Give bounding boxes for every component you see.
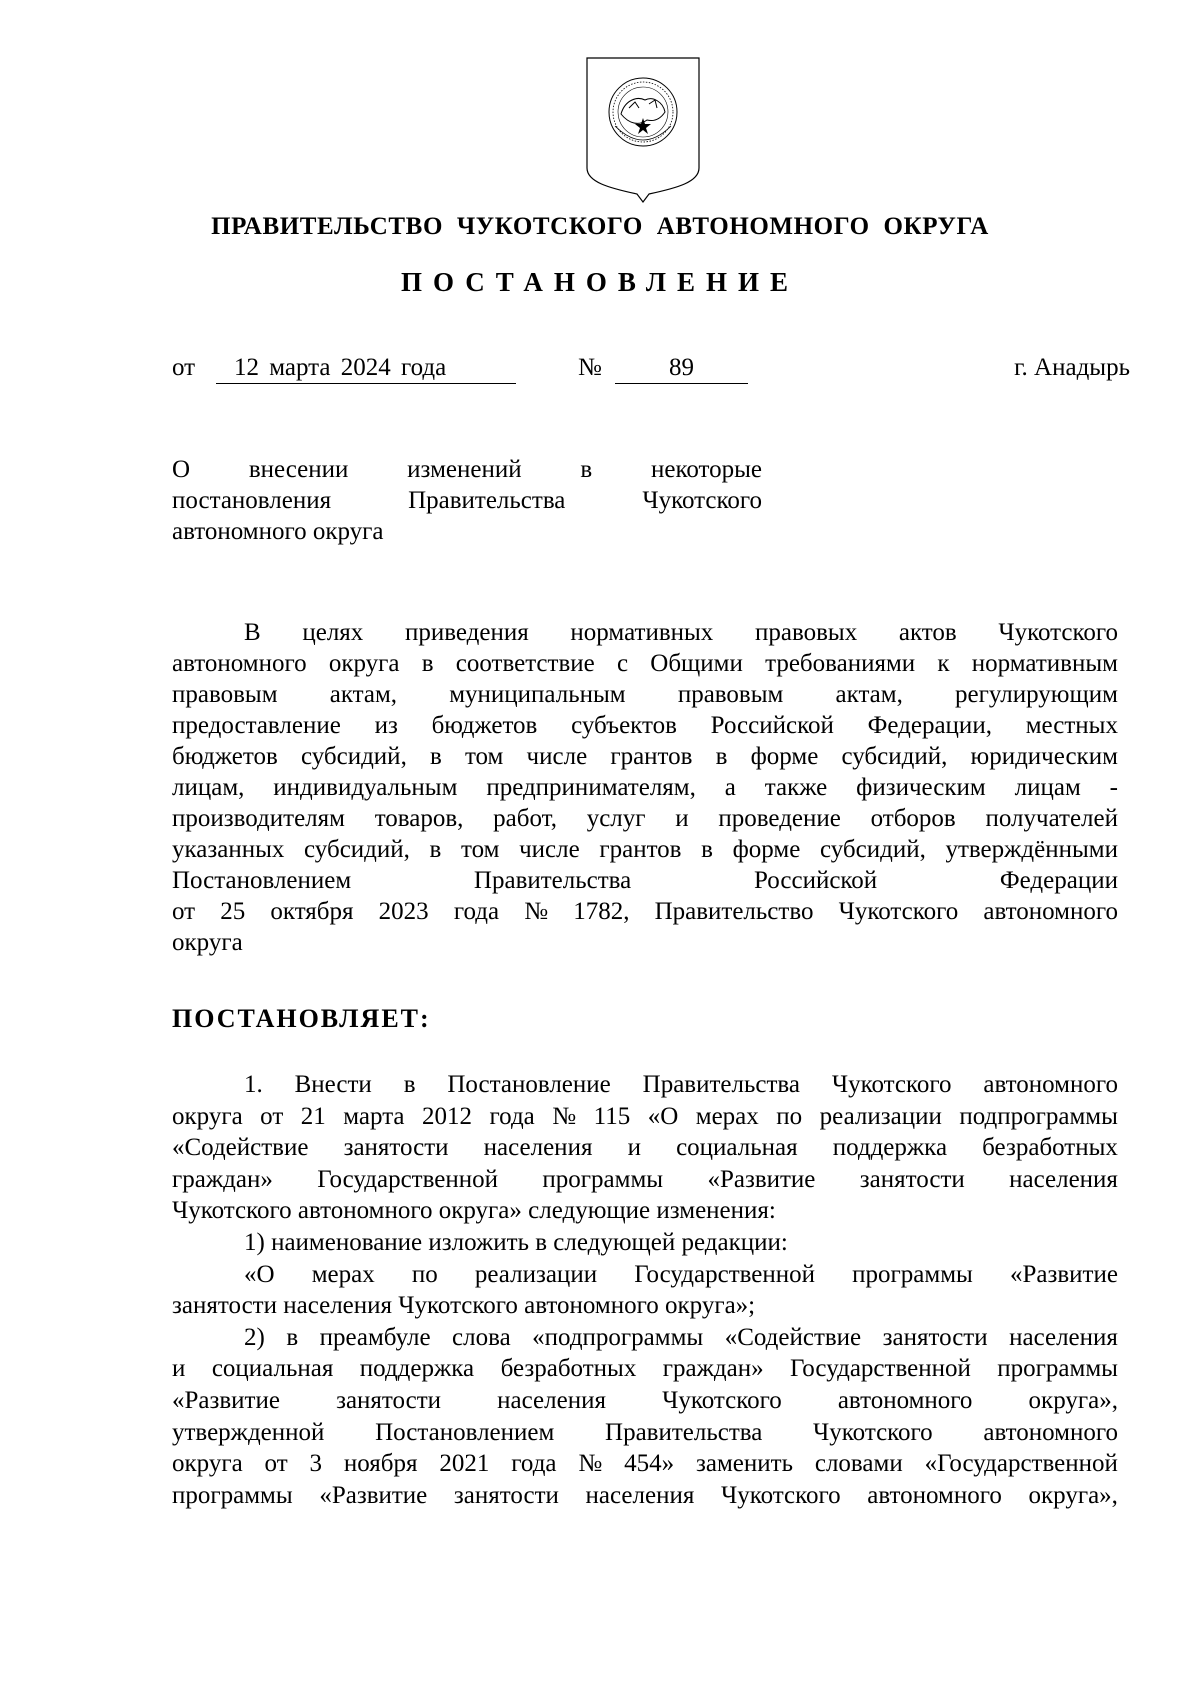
- text-word: «Развитие: [707, 1165, 816, 1193]
- text-word: реализации: [474, 1260, 598, 1288]
- subject-line: автономного округа: [172, 518, 384, 545]
- text-word: преамбуле: [319, 1323, 431, 1351]
- text-word: округа: [328, 650, 400, 677]
- text-line: [172, 1132, 1118, 1164]
- text-line: [172, 617, 1118, 648]
- text-line: [172, 741, 1118, 772]
- text-word: программы: [997, 1355, 1118, 1383]
- text-word: 2021: [439, 1450, 490, 1478]
- text-word: требованиями: [765, 650, 916, 677]
- document-city: г. Анадырь: [1014, 354, 1130, 381]
- text-word: в: [403, 1071, 416, 1098]
- text-word: №: [578, 1450, 603, 1478]
- text-word: том: [464, 743, 504, 770]
- text-word: по: [411, 1260, 438, 1288]
- date-number-line: [172, 353, 1130, 389]
- text-word: 454»: [624, 1450, 675, 1478]
- text-word: грантов: [599, 836, 682, 863]
- text-word: «О: [647, 1102, 679, 1130]
- text-word: нормативным: [971, 650, 1118, 677]
- text-word: населения: [483, 1134, 593, 1162]
- text-word: производителям: [172, 805, 345, 832]
- text-word: правовым: [172, 681, 278, 708]
- text-word: субъектов: [571, 712, 677, 739]
- subject-word: некоторые: [650, 456, 762, 483]
- text-word: социальная: [211, 1355, 334, 1383]
- text-word: автономного: [867, 1481, 1002, 1509]
- text-word: в: [286, 1323, 299, 1351]
- text-word: безработных: [500, 1355, 637, 1383]
- text-line: [172, 865, 1118, 896]
- text-word: работ,: [493, 805, 557, 832]
- text-word: безработных: [982, 1134, 1118, 1162]
- text-word: правовым: [677, 681, 784, 708]
- subject-word: изменений: [407, 456, 522, 483]
- text-word: соответствие: [455, 650, 595, 677]
- text-word: с: [616, 650, 629, 677]
- text-word: «О: [244, 1260, 275, 1288]
- text-word: автономного: [983, 898, 1118, 925]
- text-word: поддержка: [832, 1134, 948, 1162]
- text-word: 2): [244, 1323, 265, 1351]
- text-word: «Государственной: [924, 1450, 1118, 1478]
- text-word: заменить: [696, 1450, 793, 1478]
- text-word: нормативных: [570, 619, 714, 646]
- text-line: [172, 1353, 1118, 1385]
- text-word: Государственной: [634, 1260, 816, 1288]
- text-word: марта: [343, 1102, 405, 1130]
- text-word: субсидий,: [841, 743, 948, 770]
- subject-word: внесении: [248, 456, 349, 483]
- text-word: бюджетов: [431, 712, 538, 739]
- text-word: Государственной: [317, 1165, 499, 1193]
- text-word: Чукотского: [720, 1481, 841, 1509]
- text-word: актов: [898, 619, 957, 646]
- text-word: лицам,: [172, 774, 245, 801]
- text-line: [172, 679, 1118, 710]
- text-word: субсидий,: [300, 743, 407, 770]
- text-line: [172, 710, 1118, 741]
- decree-body: [172, 1069, 1118, 1511]
- text-word: и: [627, 1134, 641, 1162]
- text-word: предпринимателям,: [486, 774, 696, 801]
- text-word: занятости: [336, 1386, 442, 1414]
- text-word: Чукотского: [662, 1386, 782, 1414]
- text-word: 21: [300, 1102, 326, 1130]
- text-word: Правительство: [654, 898, 814, 925]
- text-word: года: [453, 898, 500, 925]
- text-word: в: [421, 650, 434, 677]
- text-line: [172, 1385, 1118, 1417]
- text-word: 25: [220, 898, 246, 925]
- text-word: года: [489, 1102, 535, 1130]
- text-word: занятости: [453, 1481, 559, 1509]
- text-word: также: [764, 774, 828, 801]
- text-word: субсидий,: [304, 836, 410, 863]
- text-word: социальная: [676, 1134, 798, 1162]
- text-word: округа»,: [1028, 1481, 1118, 1509]
- text-word: форме: [750, 743, 819, 770]
- text-word: числе: [526, 743, 588, 770]
- document-number: 89: [615, 353, 748, 384]
- text-word: услуг: [586, 805, 646, 832]
- text-word: том: [460, 836, 500, 863]
- text-word: мерах: [695, 1102, 759, 1130]
- text-word: В: [244, 619, 261, 646]
- text-word: округа»,: [1028, 1386, 1118, 1414]
- subject-line: [172, 454, 762, 485]
- text-word: лицам: [1014, 774, 1081, 801]
- text-word: юридическим: [970, 743, 1118, 770]
- text-word: утвержденной: [172, 1418, 325, 1446]
- text-word: физическим: [856, 774, 986, 801]
- text-word: автономного: [172, 650, 307, 677]
- text-word: регулирующим: [955, 681, 1118, 708]
- text-word: муниципальным: [449, 681, 626, 708]
- text-word: «Развитие: [1009, 1260, 1118, 1288]
- subject-word: постановления: [172, 487, 332, 514]
- text-word: местных: [1025, 712, 1118, 739]
- text-word: Постановление: [447, 1071, 611, 1098]
- text-word: ноября: [343, 1450, 418, 1478]
- text-word: Постановлением: [172, 867, 352, 894]
- text-word: актам,: [835, 681, 903, 708]
- text-word: товаров,: [374, 805, 464, 832]
- text-word: населения: [585, 1481, 695, 1509]
- text-word: форме: [732, 836, 801, 863]
- text-word: программы: [852, 1260, 973, 1288]
- text-word: проведение: [718, 805, 841, 832]
- text-word: предоставление: [172, 712, 341, 739]
- text-word: Федерации,: [867, 712, 992, 739]
- text-line: [172, 1417, 1118, 1449]
- text-word: поддержка: [359, 1355, 475, 1383]
- text-word: Государственной: [790, 1355, 971, 1383]
- text-line: [172, 803, 1118, 834]
- text-word: №: [552, 1102, 577, 1130]
- text-word: занятости: [859, 1165, 965, 1193]
- date-from-label: от: [172, 354, 196, 381]
- text-word: Российской: [753, 867, 878, 894]
- text-word: автономного: [983, 1418, 1118, 1446]
- text-word: индивидуальным: [273, 774, 458, 801]
- preamble-paragraph: [172, 617, 1118, 958]
- text-line: [172, 1101, 1118, 1133]
- government-title: ПРАВИТЕЛЬСТВО ЧУКОТСКОГО АВТОНОМНОГО ОКРУГА: [211, 213, 989, 240]
- text-word: 3: [309, 1450, 323, 1478]
- text-word: округа: [172, 1102, 243, 1130]
- text-word: автономного: [983, 1071, 1118, 1098]
- text-word: округа: [172, 1450, 243, 1478]
- text-word: целях: [302, 619, 364, 646]
- text-word: Внести: [294, 1071, 372, 1098]
- text-word: граждан»: [662, 1355, 764, 1383]
- text-word: правовых: [754, 619, 858, 646]
- text-word: Чукотского: [998, 619, 1118, 646]
- subject-word: в: [580, 456, 593, 483]
- text-word: отборов: [870, 805, 956, 832]
- text-word: в: [715, 743, 728, 770]
- text-word: от: [264, 1450, 288, 1478]
- text-line: [172, 1322, 1118, 1354]
- text-word: слова: [452, 1323, 511, 1351]
- text-word: 1782,: [573, 898, 630, 925]
- text-word: Чукотского: [838, 898, 959, 925]
- text-word: и: [172, 1355, 186, 1383]
- text-word: населения: [1009, 1165, 1118, 1193]
- text-line: округа: [172, 929, 243, 956]
- text-word: №: [524, 898, 549, 925]
- text-word: -: [1109, 774, 1118, 801]
- text-word: Чукотского: [831, 1071, 952, 1098]
- text-word: мерах: [311, 1260, 375, 1288]
- text-word: автономного: [837, 1386, 973, 1414]
- text-line: [172, 648, 1118, 679]
- text-word: 2023: [378, 898, 429, 925]
- document-date: 12 марта 2024 года: [216, 353, 516, 384]
- text-word: «Развитие: [319, 1481, 428, 1509]
- text-word: от: [172, 898, 196, 925]
- text-word: получателей: [985, 805, 1118, 832]
- text-word: приведения: [404, 619, 529, 646]
- text-word: 2012: [422, 1102, 473, 1130]
- text-word: грантов: [610, 743, 693, 770]
- subject-word: Правительства: [408, 487, 566, 514]
- text-word: в: [429, 743, 442, 770]
- text-line: 1) наименование изложить в следующей редакции:: [244, 1228, 788, 1256]
- text-word: 1.: [244, 1071, 263, 1098]
- text-word: 115: [593, 1102, 631, 1130]
- text-word: Правительства: [642, 1071, 800, 1098]
- text-word: населения: [1009, 1323, 1118, 1351]
- text-line: [172, 1259, 1118, 1291]
- text-word: словами: [814, 1450, 903, 1478]
- text-word: подпрограммы: [959, 1102, 1118, 1130]
- text-word: и: [675, 805, 689, 832]
- decree-heading: ПОСТАНОВЛЯЕТ:: [172, 1004, 431, 1033]
- coat-of-arms-emblem: [585, 56, 701, 204]
- text-word: субсидий,: [819, 836, 926, 863]
- text-word: в: [429, 836, 442, 863]
- text-word: актам,: [329, 681, 398, 708]
- document-type-title: ПОСТАНОВЛЕНИЕ: [400, 267, 800, 297]
- text-word: «Содействие: [724, 1323, 862, 1351]
- document-subject: [172, 454, 762, 547]
- text-word: октября: [270, 898, 354, 925]
- text-word: Федерации: [999, 867, 1118, 894]
- text-word: Российской: [710, 712, 834, 739]
- text-word: занятости: [343, 1134, 449, 1162]
- text-word: из: [374, 712, 398, 739]
- text-word: граждан»: [172, 1165, 273, 1193]
- text-line: [172, 834, 1118, 865]
- text-line: [172, 1164, 1118, 1196]
- text-word: Правительства: [473, 867, 632, 894]
- text-word: Правительства: [605, 1418, 763, 1446]
- text-word: занятости: [882, 1323, 988, 1351]
- text-line: занятости населения Чукотского автономного округа»;: [172, 1292, 756, 1320]
- text-word: «Содействие: [172, 1134, 309, 1162]
- text-word: программы: [172, 1481, 293, 1509]
- text-word: от: [260, 1102, 284, 1130]
- text-line: Чукотского автономного округа» следующие изменения:: [172, 1197, 776, 1225]
- text-line: [172, 1480, 1118, 1512]
- text-line: [172, 1448, 1118, 1480]
- text-word: к: [937, 650, 950, 677]
- text-word: указанных: [172, 836, 285, 863]
- text-word: Общими: [650, 650, 743, 677]
- subject-line: [172, 485, 762, 516]
- text-word: населения: [497, 1386, 606, 1414]
- text-word: в: [701, 836, 713, 863]
- text-word: года: [511, 1450, 557, 1478]
- text-line: [172, 772, 1118, 803]
- text-word: Постановлением: [375, 1418, 555, 1446]
- text-word: Чукотского: [813, 1418, 933, 1446]
- text-line: [172, 1069, 1118, 1101]
- text-word: утверждёнными: [945, 836, 1118, 863]
- text-word: бюджетов: [172, 743, 278, 770]
- subject-word: О: [172, 456, 191, 483]
- text-word: а: [724, 774, 736, 801]
- text-word: реализации: [819, 1102, 942, 1130]
- text-word: «Развитие: [172, 1386, 280, 1414]
- text-word: числе: [519, 836, 580, 863]
- text-word: «подпрограммы: [532, 1323, 704, 1351]
- text-line: [172, 896, 1118, 927]
- text-word: программы: [542, 1165, 664, 1193]
- subject-word: Чукотского: [642, 487, 762, 514]
- number-sign: №: [578, 354, 602, 381]
- text-word: по: [776, 1102, 803, 1130]
